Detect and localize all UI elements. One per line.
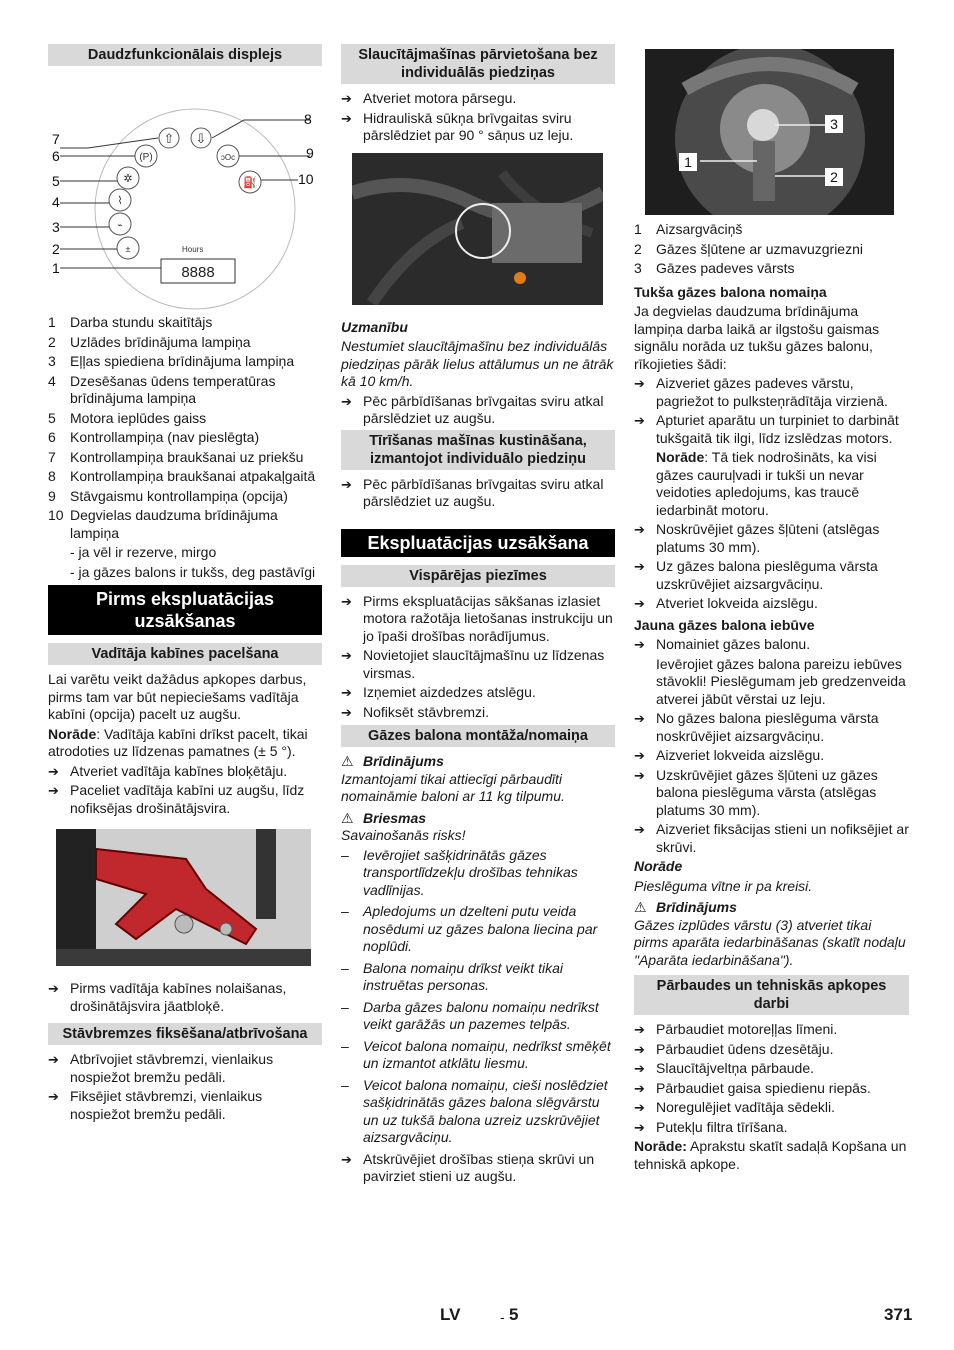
warning-triangle-icon: ⚠	[634, 899, 647, 915]
new-step: ➔ Aizveriet fiksācijas stieni un nofiksējiet ar skrūvi.	[634, 821, 909, 855]
hydraulic-pump-photo	[352, 153, 603, 305]
new-step: ➔ Uzskrūvējiet gāzes šļūteni uz gāzes balona pieslēguma vārsta (atslēgas platums 30 mm).	[634, 766, 878, 818]
arrow-icon: ➔	[341, 393, 352, 409]
check-step: ➔ Noregulējiet vadītāja sēdekli.	[634, 1099, 835, 1115]
arrow-icon: ➔	[341, 110, 352, 126]
general-title: Vispārējas piezīmes	[341, 565, 615, 587]
hours-label: Hours	[182, 245, 204, 254]
move-step: ➔ Hidrauliskā sūkņa brīvgaitas sviru pārslēdziet par 90 ° sāņus uz leju.	[341, 109, 574, 143]
warning-heading: ⚠ Brīdinājums	[634, 899, 737, 915]
new-step: ➔ Nomainiet gāzes balonu.	[634, 636, 811, 652]
arrow-icon: ➔	[634, 1022, 645, 1037]
empty-step: ➔ Uz gāzes balona pieslēguma vārsta uzskrūvējiet aizsargvāciņu.	[634, 558, 878, 592]
footer-page-total: 371	[884, 1305, 913, 1324]
photo-legend-item: 1 Aizsargvāciņš	[634, 221, 743, 237]
arrow-icon: ➔	[634, 376, 645, 391]
legend-item: 3 Eļļas spiediena brīdinājuma lampiņa	[48, 353, 295, 369]
arrow-icon: ➔	[634, 559, 645, 574]
arrow-icon: ➔	[48, 981, 59, 996]
callout-4: 4	[52, 194, 60, 210]
footer-language: LV	[440, 1305, 461, 1324]
callout-3: 3	[52, 219, 60, 235]
new-title: Jauna gāzes balona iebūve	[634, 616, 815, 633]
arrow-icon: ➔	[341, 685, 352, 700]
cabin-intro: Lai varētu veikt dažādus apkopes darbus, pirms tam var būt nepieciešams vadītāja kabīni (opcija) pacelt uz augšu.	[48, 671, 307, 722]
display-legend	[48, 314, 322, 581]
callout-7: 7	[52, 131, 60, 147]
danger-item: – Apledojums un dzelteni putu veida nosēdumi uz gāzes balona liecina par noplūdi.	[341, 903, 598, 954]
legend-item: 6 Kontrollampiņa (nav pieslēgta)	[48, 429, 260, 445]
warning-text: Gāzes izplūdes vārstu (3) atveriet tikai pirms aparāta iedarbināšanas (skatīt nodaļu "Aparāta iedarbināšana").	[634, 916, 906, 968]
brake-step: ➔ Atbrīvojiet stāvbremzi, vienlaikus nospiežot bremžu pedāli.	[48, 1051, 274, 1085]
svg-text:⌇: ⌇	[117, 195, 123, 207]
arrow-icon: ➔	[341, 704, 352, 720]
legend-item: 4 Dzesēšanas ūdens temperatūras brīdinājuma lampiņa	[48, 372, 276, 406]
callout-5: 5	[52, 173, 60, 189]
photo-callout-1: 1	[684, 154, 692, 170]
check-step: ➔ Slaucītājveltņa pārbaude.	[634, 1060, 814, 1076]
check-step: ➔ Pārbaudiet ūdens dzesētāju.	[634, 1040, 834, 1057]
cabin-lock-photo	[56, 829, 311, 966]
move-title: Slaucītājmašīnas pārvietošana bez individuālās piedziņas	[341, 44, 615, 84]
warning-heading: ⚠ Brīdinājums	[341, 753, 444, 769]
move-after-step: ➔ Pēc pārbīdīšanas brīvgaitas sviru atkal pārslēdziet uz augšu.	[341, 392, 604, 426]
arrow-icon: ➔	[48, 763, 59, 779]
arrow-icon: ➔	[48, 1089, 59, 1104]
legend-item: 5 Motora ieplūdes gaiss	[48, 409, 207, 426]
check-step: ➔ Putekļu filtra tīrīšana.	[634, 1118, 788, 1135]
display-diagram	[48, 72, 322, 312]
final-note: Norāde: Aprakstu skatīt sadaļā Kopšana un tehniskā apkope.	[634, 1138, 907, 1172]
footer-dash: -	[500, 1309, 505, 1325]
note-text: Pieslēguma vītne ir pa kreisi.	[634, 877, 813, 894]
warning-triangle-icon: ⚠	[341, 753, 354, 769]
callout-10: 10	[298, 171, 314, 187]
section-title-start: Ekspluatācijas uzsākšana	[341, 529, 615, 557]
brake-title: Stāvbremzes fiksēšana/atbrīvošana	[48, 1023, 322, 1045]
svg-text:±: ±	[125, 244, 131, 254]
legend-item: 10 Degvielas daudzuma brīdinājuma lampiņa	[48, 507, 278, 541]
column-left	[48, 44, 322, 1125]
empty-intro: Ja degvielas daudzuma brīdinājuma lampiņa darba laikā ar ilgstošu gaismas signālu norāda uz tukšu gāzes balonu, rīkojieties šādi:	[634, 303, 880, 372]
callout-6: 6	[52, 148, 60, 164]
svg-text:⌁: ⌁	[117, 220, 123, 230]
arrow-icon: ➔	[48, 783, 59, 798]
move-step: ➔ Atveriet motora pārsegu.	[341, 90, 517, 106]
hour-counter-digits: 8888	[181, 264, 215, 281]
column-right	[634, 44, 909, 1175]
column-middle	[341, 44, 615, 1188]
danger-item: – Veicot balona nomaiņu, nedrīkst smēķēt un izmantot atklātu liesmu.	[341, 1037, 611, 1071]
legend-item: 2 Uzlādes brīdinājuma lampiņa	[48, 333, 251, 350]
svg-text:⇧: ⇧	[163, 131, 175, 146]
arrow-icon: ➔	[634, 522, 645, 537]
danger-item: – Ievērojiet sašķidrinātās gāzes transportlīdzekļu drošības tehnikas vadlīnijas.	[341, 846, 578, 898]
legend-item: 9 Stāvgaismu kontrollampiņa (opcija)	[48, 487, 288, 504]
empty-step: ➔ Atveriet lokveida aizslēgu.	[634, 595, 818, 611]
general-step: ➔ Izņemiet aizdedzes atslēgu.	[341, 684, 536, 700]
caution-label: Uzmanību	[341, 318, 408, 335]
new-step: ➔ No gāzes balona pieslēguma vārsta noskrūvējiet aizsargvāciņu.	[634, 710, 879, 744]
legend-sub: - ja vēl ir rezerve, mirgo	[70, 544, 217, 560]
cabin-after-step: ➔ Pirms vadītāja kabīnes nolaišanas, drošinātājsvira jāatbloķē.	[48, 980, 287, 1014]
legend-item: 1 Darba stundu skaitītājs	[48, 314, 213, 330]
arrow-icon: ➔	[341, 476, 352, 492]
tow-step: ➔ Pēc pārbīdīšanas brīvgaitas sviru atkal pārslēdziet uz augšu.	[341, 475, 604, 509]
photo-legend-item: 2 Gāzes šļūtene ar uzmavuzgriezni	[634, 240, 863, 257]
danger-item: – Balona nomaiņu drīkst veikt tikai instruētas personas.	[341, 959, 563, 993]
arrow-icon: ➔	[48, 1052, 59, 1067]
brake-step: ➔ Fiksējiet stāvbremzi, vienlaikus nospiežot bremžu pedāli.	[48, 1088, 263, 1122]
footer-page-local: 5	[509, 1305, 519, 1324]
legend-item: 8 Kontrollampiņa braukšanai atpakaļgaitā	[48, 468, 316, 484]
arrow-icon: ➔	[634, 1041, 645, 1057]
arrow-icon: ➔	[634, 1080, 645, 1096]
svg-text:⛽: ⛽	[243, 177, 257, 189]
arrow-icon: ➔	[634, 1061, 645, 1076]
general-step: ➔ Pirms ekspluatācijas sākšanas izlasiet motora ražotāja lietošanas instrukciju un jo īpaši drošības norādījumus.	[341, 592, 613, 644]
arrow-icon: ➔	[341, 91, 352, 106]
photo-callout-2: 2	[830, 169, 838, 185]
svg-text:ↄOc: ↄOc	[220, 153, 236, 162]
general-step: ➔ Nofiksēt stāvbremzi.	[341, 703, 490, 720]
display-title: Daudzfunkcionālais displejs	[48, 44, 322, 66]
callout-2: 2	[52, 241, 60, 257]
danger-heading: ⚠ Briesmas	[341, 809, 427, 826]
arrow-icon: ➔	[634, 711, 645, 726]
tow-title: Tīrīšanas mašīnas kustināšana, izmantojot individuālo piedziņu	[341, 430, 615, 470]
arrow-icon: ➔	[341, 593, 352, 609]
photo-legend-item: 3 Gāzes padeves vārsts	[634, 260, 795, 276]
gas-after-step: ➔ Atskrūvējiet drošības stieņa skrūvi un pavirziet stieni uz augšu.	[341, 1150, 595, 1184]
empty-step: ➔ Aizveriet gāzes padeves vārstu, pagriežot to pulksteņrādītāja virzienā.	[634, 375, 888, 409]
general-step: ➔ Novietojiet slaucītājmašīnu uz līdzenas virsmas.	[341, 647, 605, 681]
legend-item: 7 Kontrollampiņa braukšanai uz priekšu	[48, 448, 304, 465]
check-title: Pārbaudes un tehniskās apkopes darbi	[634, 975, 909, 1015]
cabin-step: ➔ Paceliet vadītāja kabīni uz augšu, līdz nofiksējas drošinātājsvira.	[48, 782, 305, 816]
warning-triangle-icon: ⚠	[341, 809, 354, 826]
arrow-icon: ➔	[341, 1151, 352, 1167]
empty-title: Tukša gāzes balona nomaiņa	[634, 283, 827, 300]
empty-step: ➔ Noskrūvējiet gāzes šļūteni (atslēgas platums 30 mm).	[634, 521, 880, 555]
new-step-note: Ievērojiet gāzes balona pareizu iebūves stāvokli! Pieslēgumam jeb gredzenveida atverei jābūt vērstai uz leju.	[656, 655, 906, 707]
gas-title: Gāzes balona montāža/nomaiņa	[341, 725, 615, 747]
danger-item: – Veicot balona nomaiņu, cieši noslēdziet sašķidrinātās gāzes balona slēgvārstu un uz tukšā balona uzreiz uzskrūvējiet aizsargvāciņu.	[341, 1076, 608, 1145]
arrow-icon: ➔	[634, 748, 645, 763]
callout-9: 9	[306, 145, 314, 161]
cabin-step: ➔ Atveriet vadītāja kabīnes bloķētāju.	[48, 762, 288, 779]
cabin-title: Vadītāja kabīnes pacelšana	[48, 643, 322, 665]
danger-text: Savainošanās risks!	[341, 827, 466, 843]
svg-text:✲: ✲	[123, 173, 133, 185]
check-step: ➔ Pārbaudiet motoreļļas līmeni.	[634, 1021, 838, 1037]
check-step: ➔ Pārbaudiet gaisa spiedienu riepās.	[634, 1079, 871, 1096]
arrow-icon: ➔	[634, 1100, 645, 1115]
empty-note: Norāde: Tā tiek nodrošināts, ka visi gāzes cauruļvadi ir tukši un nevar veidoties apledojums, kas traucē iedarbināt motoru.	[656, 449, 877, 518]
photo-callout-3: 3	[830, 116, 838, 132]
legend-sub: - ja gāzes balons ir tukšs, deg pastāvīgi	[70, 563, 316, 580]
callout-1: 1	[52, 260, 60, 276]
arrow-icon: ➔	[341, 648, 352, 663]
cabin-note: Norāde: Vadītāja kabīni drīkst pacelt, tikai atrodoties uz līdzenas pamatnes (± 5 °).	[48, 725, 308, 759]
empty-step: ➔ Apturiet aparātu un turpiniet to darbināt tukšgaitā tik ilgi, līdz izslēdzas motors.	[634, 412, 899, 446]
arrow-icon: ➔	[634, 1119, 645, 1135]
section-title-before-start: Pirms ekspluatācijas uzsākšanas	[48, 585, 322, 635]
arrow-icon: ➔	[634, 637, 645, 652]
danger-item: – Darba gāzes balonu nomaiņu nedrīkst veikt garāžās un pazemes telpās.	[341, 998, 599, 1032]
caution-text: Nestumiet slaucītājmašīnu bez individuālās piedziņas pārāk lielus attālumus un ne ātrāk kā 10 km/h.	[341, 338, 614, 389]
callout-8: 8	[304, 111, 312, 127]
arrow-icon: ➔	[634, 822, 645, 837]
arrow-icon: ➔	[634, 767, 645, 783]
arrow-icon: ➔	[634, 413, 645, 428]
gas-cylinder-photo	[645, 49, 894, 215]
svg-text:(P): (P)	[139, 152, 153, 163]
svg-text:⇩: ⇩	[195, 131, 207, 146]
arrow-icon: ➔	[634, 596, 645, 611]
new-step: ➔ Aizveriet lokveida aizslēgu.	[634, 747, 825, 763]
warning-text: Izmantojami tikai attiecīgi pārbaudīti nomaināmie baloni ar 11 kg tilpumu.	[341, 770, 565, 804]
note-label: Norāde	[634, 858, 683, 874]
